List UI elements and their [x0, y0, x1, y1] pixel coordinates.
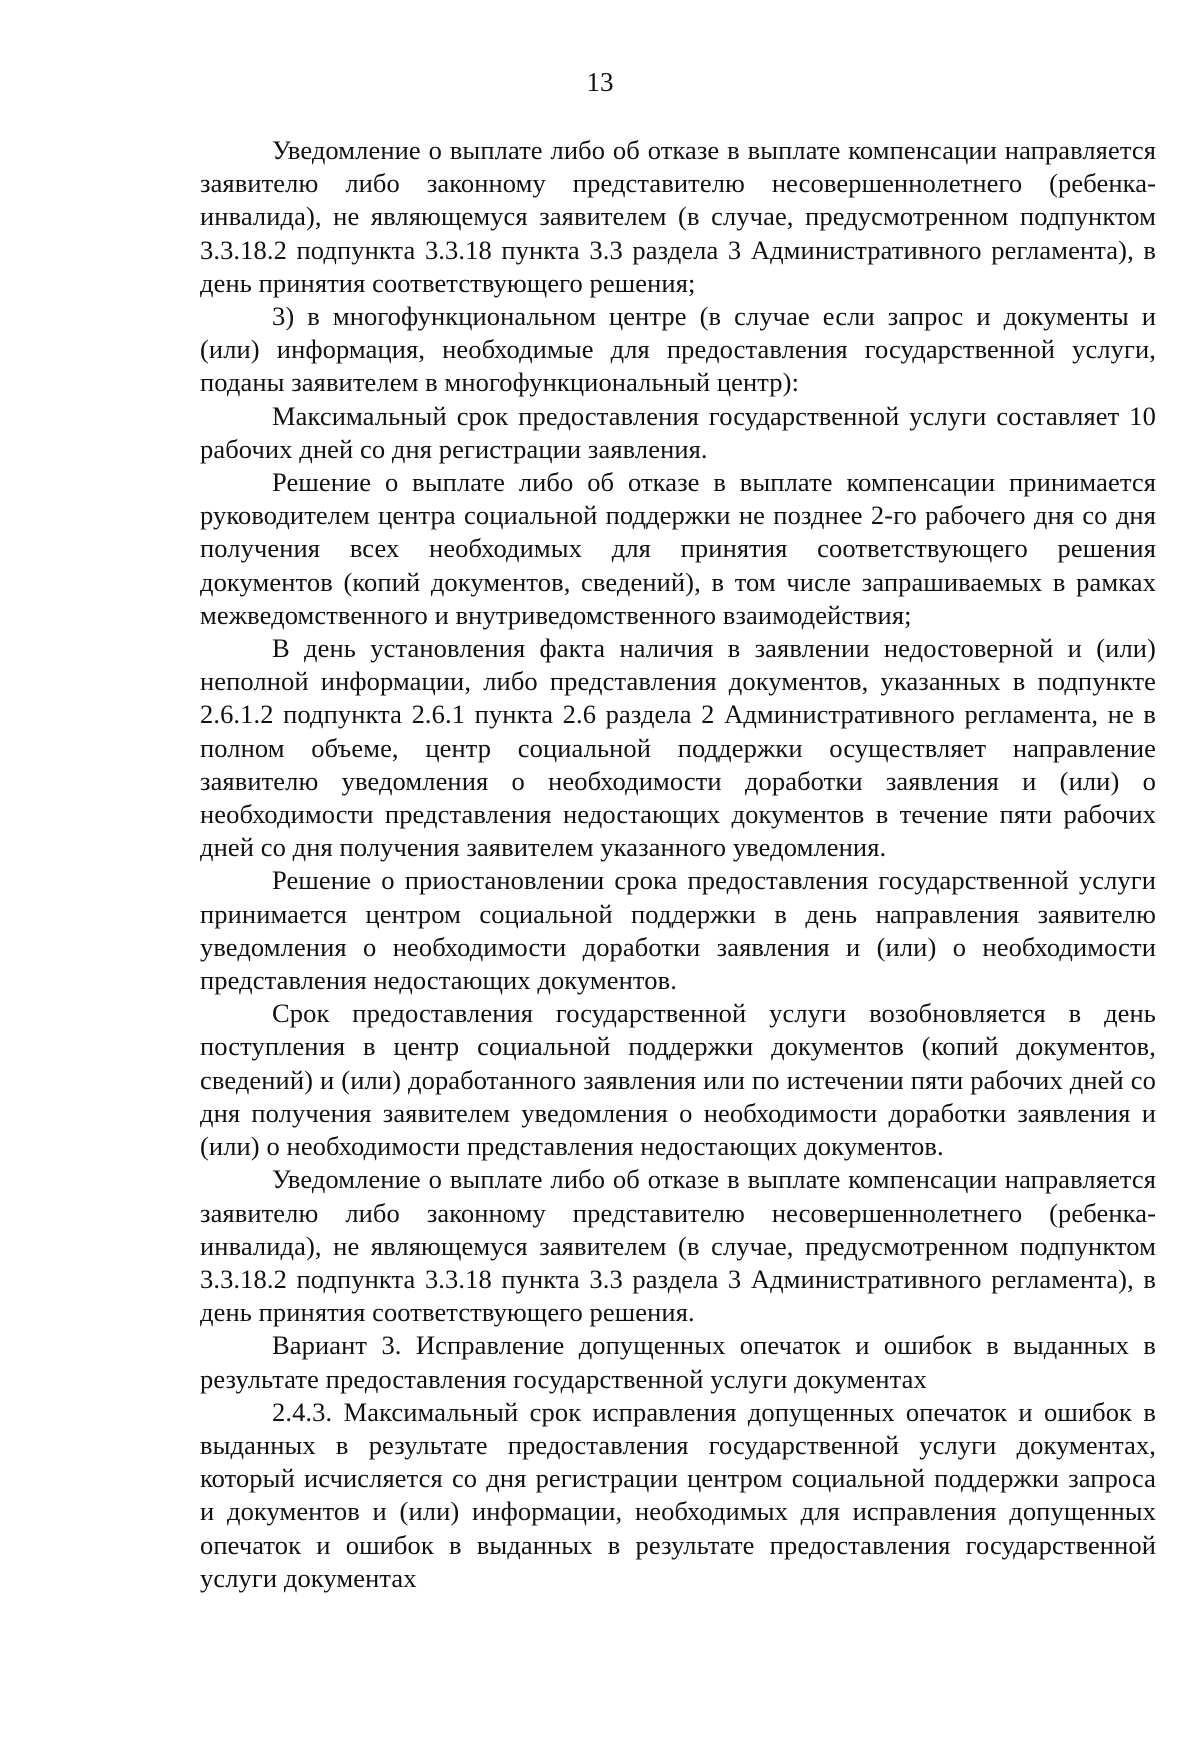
paragraph-resumption: Срок предоставления государственной услуги возобновляется в день поступления в центр социальной поддержки документов (копий документов, сведений) и (или) доработанного заявления или по истечении пяти рабочих дней со дня получения заявителем уведомления о необходимости доработки заявления и (или) о необходимости представления недостающих документов.	[200, 998, 1156, 1162]
paragraph-section-2-4-3: 2.4.3. Максимальный срок исправления допущенных опечаток и ошибок в выданных в результате предоставления государственной услуги документах, который исчисляется со дня регистрации центром социальной поддержки запроса и документов и (или) информации, необходимых для исправления допущенных опечаток и ошибок в выданных в результате предоставления государственной услуги документах	[200, 1396, 1156, 1593]
paragraph-decision: Решение о выплате либо об отказе в выплате компенсации принимается руководителем центра социальной поддержки не позднее 2-го рабочего дня со дня получения всех необходимых для принятия соответствующего решения документов (копий документов, сведений), в том числе запрашиваемых в рамках межведомственного и внутриведомственного взаимодействия;	[200, 467, 1156, 630]
paragraph-notification-1: Уведомление о выплате либо об отказе в выплате компенсации направляется заявителю либо законному представителю несовершеннолетнего (ребенка-инвалида), не являющемуся заявителем (в случае, предусмотренном подпунктом 3.3.18.2 подпункта 3.3.18 пункта 3.3 раздела 3 Административного регламента), в день принятия соответствующего решения;	[200, 135, 1156, 298]
paragraph-variant-3-heading: Вариант 3. Исправление допущенных опечаток и ошибок в выданных в результате предоставления государственной услуги документах	[200, 1330, 1156, 1394]
page-number: 13	[586, 67, 614, 97]
document-body	[200, 134, 1156, 1595]
paragraph-suspension: Решение о приостановлении срока предоставления государственной услуги принимается центром социальной поддержки в день направления заявителю уведомления о необходимости доработки заявления и (или) о необходимости представления недостающих документов.	[200, 865, 1156, 996]
paragraph-incomplete-info: В день установления факта наличия в заявлении недостоверной и (или) неполной информации, либо представления документов, указанных в подпункте 2.6.1.2 подпункта 2.6.1 пункта 2.6 раздела 2 Административного регламента, не в полном объеме, центр социальной поддержки осуществляет направление заявителю уведомления о необходимости доработки заявления и (или) о необходимости представления недостающих документов в течение пяти рабочих дней со дня получения заявителем указанного уведомления.	[200, 633, 1156, 863]
paragraph-mfc-item-3: 3) в многофункциональном центре (в случае если запрос и документы и (или) информация, необходимые для предоставления государственной услуги, поданы заявителем в многофункциональный центр):	[200, 301, 1156, 398]
paragraph-max-term: Максимальный срок предоставления государственной услуги составляет 10 рабочих дней со дня регистрации заявления.	[200, 400, 1156, 464]
paragraph-notification-2: Уведомление о выплате либо об отказе в выплате компенсации направляется заявителю либо законному представителю несовершеннолетнего (ребенка-инвалида), не являющемуся заявителем (в случае, предусмотренном подпунктом 3.3.18.2 подпункта 3.3.18 пункта 3.3 раздела 3 Административного регламента), в день принятия соответствующего решения.	[200, 1164, 1156, 1328]
